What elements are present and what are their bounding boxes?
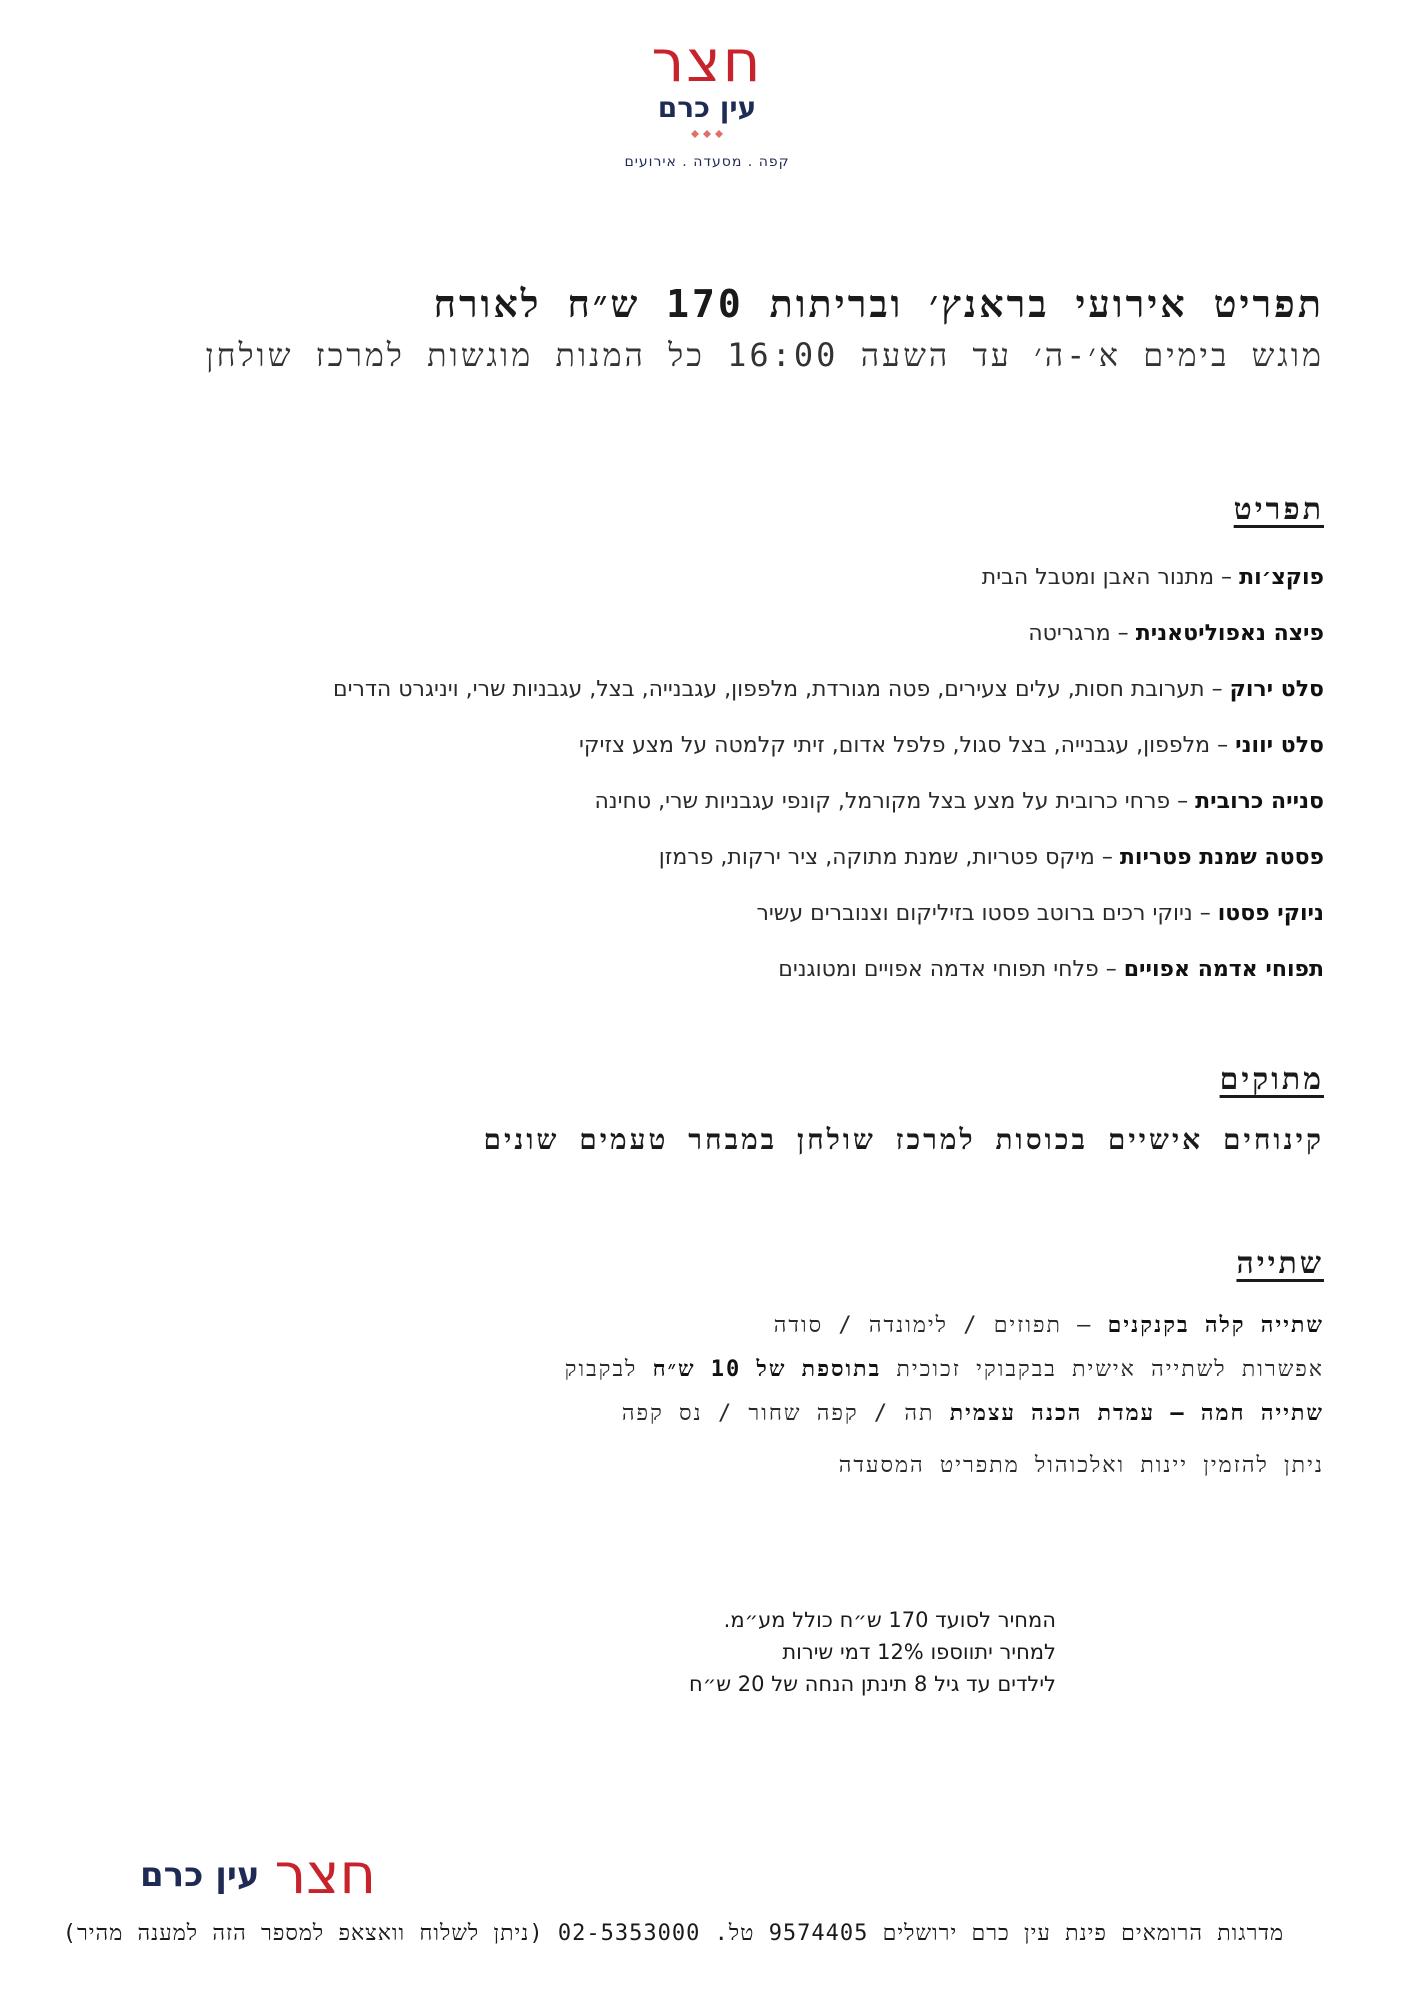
menu-item-separator: – (1214, 565, 1240, 590)
menu-item-description: פרחי כרובית על מצע בצל מקורמל, קונפי עגבניות שרי, טחינה (594, 789, 1171, 814)
decorative-dots-icon (687, 128, 727, 140)
menu-item (54, 942, 1324, 998)
price-note-line: המחיר לסועד 170 ש״ח כולל מע״מ. (723, 1608, 1056, 1632)
menu-item-description: ניוקי רכים ברוטב פסטו בזיליקום וצנוברים עשיר (756, 901, 1193, 926)
page-title: תפריט אירועי בראנץ׳ ובריתות 170 ש״ח לאורח (433, 282, 1324, 326)
menu-item-name: ניוקי פסטו (1217, 901, 1324, 926)
menu-item (54, 606, 1324, 662)
menu-item-name: סלט יווני (1235, 733, 1324, 758)
menu-item (54, 886, 1324, 942)
bottled-drinks-suffix: לבקבוק (564, 1357, 653, 1382)
menu-item-separator: – (1170, 789, 1196, 814)
drinks-section (54, 1244, 1324, 1488)
hot-drinks-line (54, 1392, 1324, 1436)
cold-drinks-name: שתייה קלה בקנקנים (1107, 1313, 1324, 1338)
menu-item-description: מרגריטה (1028, 621, 1111, 646)
desserts-section (54, 1060, 1324, 1160)
menu-item-separator: – (1204, 677, 1230, 702)
menu-section (54, 490, 1324, 998)
price-note-line: לילדים עד גיל 8 תינתן הנחה של 20 ש״ח (688, 1672, 1056, 1696)
hot-drinks-description: תה / קפה שחור / נס קפה (621, 1401, 950, 1426)
cold-drinks-description: תפוזים / לימונדה / סודה (773, 1313, 1062, 1338)
menu-heading: תפריט (1233, 492, 1324, 527)
menu-item-description: מלפפון, עגבנייה, בצל סגול, פלפל אדום, זיתי קלמטה על מצע צזיקי (579, 733, 1211, 758)
menu-item-name: פוקצ׳ות (1239, 565, 1324, 590)
desserts-heading: מתוקים (1219, 1062, 1324, 1097)
bottled-drinks-line (54, 1348, 1324, 1392)
drinks-heading: שתייה (1236, 1246, 1324, 1281)
menu-item-name: תפוחי אדמה אפויים (1123, 957, 1324, 982)
price-note-line: למחיר יתווספו 12% דמי שירות (782, 1640, 1056, 1664)
brand-tagline: קפה . מסעדה . אירועים (624, 154, 790, 170)
menu-item-separator: – (1210, 733, 1236, 758)
bottled-drinks-text: אפשרות לשתייה אישית בבקבוקי זכוכית (881, 1357, 1324, 1382)
menu-item-name: סלט ירוק (1229, 677, 1324, 702)
menu-item-description: פלחי תפוחי אדמה אפויים ומטוגנים (778, 957, 1099, 982)
hot-drinks-name: שתייה חמה – עמדת הכנה עצמית (949, 1401, 1324, 1426)
menu-item-separator: – (1098, 957, 1124, 982)
footer-address: מדרגות הרומאים פינת עין כרם ירושלים 9574405 טל. 02-5353000 (ניתן לשלוח וואצאפ למספר הזה למענה מהיר) (62, 1921, 1284, 1946)
menu-list (54, 550, 1324, 998)
menu-item-description: מיקס פטריות, שמנת מתוקה, ציר ירקות, פרמזן (658, 845, 1095, 870)
wine-note: ניתן להזמין יינות ואלכוהול מתפריט המסעדה (838, 1453, 1324, 1478)
menu-item-name: פסטה שמנת פטריות (1119, 845, 1324, 870)
bottled-drinks-price: בתוספת של 10 ש״ח (652, 1357, 882, 1382)
footer-brand-sub: עין כרם (140, 1854, 260, 1895)
footer-brand-main: חצר (274, 1842, 377, 1907)
menu-item (54, 662, 1324, 718)
menu-item-separator: – (1192, 901, 1218, 926)
menu-item-description: מתנור האבן ומטבל הבית (981, 565, 1215, 590)
menu-item-separator: – (1110, 621, 1136, 646)
menu-item (54, 774, 1324, 830)
menu-content (54, 490, 1324, 1488)
title-block (124, 280, 1324, 376)
menu-item-name: סנייה כרובית (1195, 789, 1324, 814)
menu-item-separator: – (1094, 845, 1120, 870)
menu-item-description: תערובת חסות, עלים צעירים, פטה מגורדת, מלפפון, עגבנייה, בצל, עגבניות שרי, ויניגרט הדרים (332, 677, 1205, 702)
cold-drinks-separator: – (1061, 1313, 1108, 1338)
menu-item (54, 718, 1324, 774)
price-notes (689, 1604, 1056, 1700)
header-logo (0, 27, 1414, 170)
page-subtitle: מוגש בימים א׳-ה׳ עד השעה 16:00 כל המנות מוגשות למרכז שולחן (205, 336, 1324, 374)
cold-drinks-line (54, 1304, 1324, 1348)
footer-logo (140, 1842, 376, 1907)
menu-item-name: פיצה נאפוליטאנית (1135, 621, 1324, 646)
brand-name-main: חצר (651, 27, 763, 95)
menu-item (54, 550, 1324, 606)
desserts-description: קינוחים אישיים בכוסות למרכז שולחן במבחר טעמים שונים (483, 1123, 1324, 1156)
menu-item (54, 830, 1324, 886)
brand-name-sub: עין כרם (657, 91, 757, 124)
